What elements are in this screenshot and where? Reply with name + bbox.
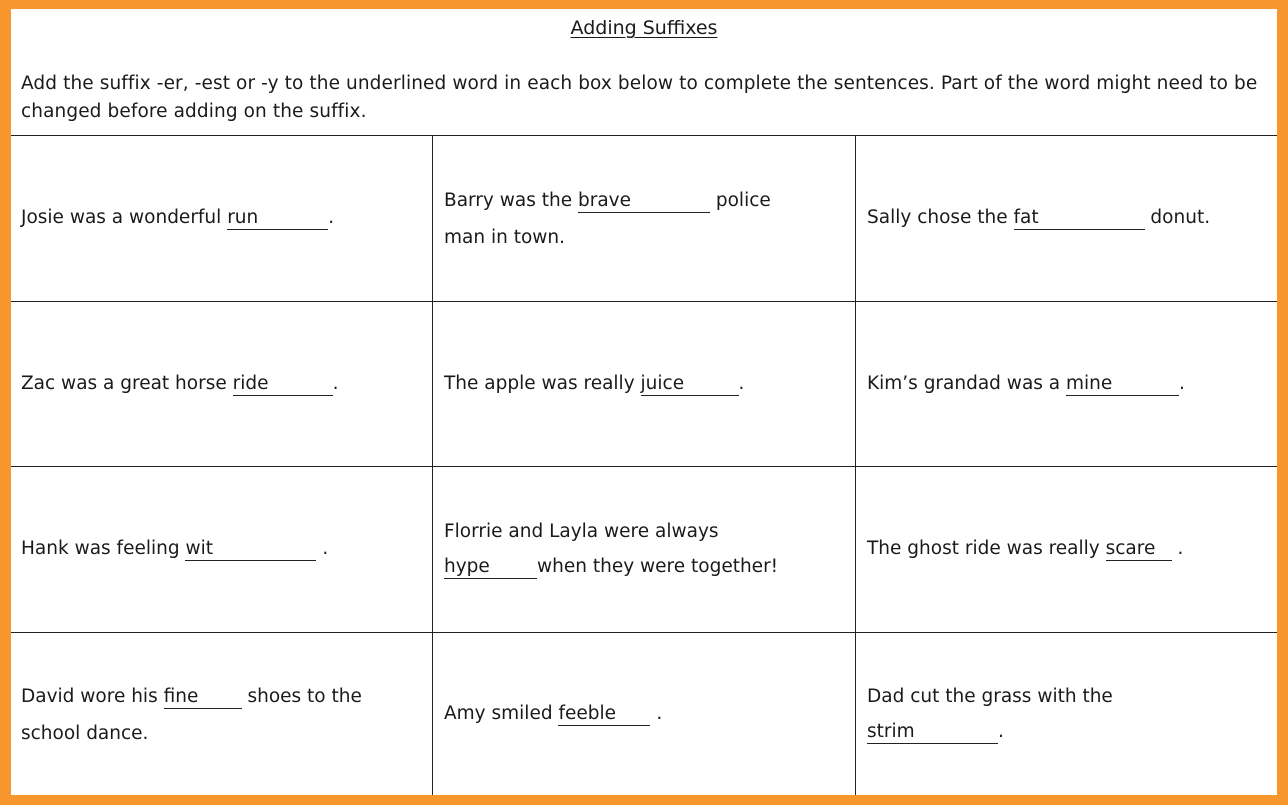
- exercise-cell: [11, 302, 432, 466]
- root-word: fine: [163, 685, 199, 707]
- exercise-cell: [857, 633, 1277, 796]
- answer-blank[interactable]: [641, 374, 739, 396]
- sentence-start: Kim’s grandad was a: [867, 372, 1067, 394]
- sentence-continuation: man in town.: [444, 226, 566, 248]
- sentence-start: Zac was a great horse: [21, 372, 233, 394]
- sentence: [21, 538, 432, 561]
- answer-blank[interactable]: [1106, 539, 1172, 561]
- sentence-end: when they were together!: [537, 555, 779, 577]
- answer-blank[interactable]: [578, 191, 710, 213]
- answer-blank[interactable]: [444, 557, 537, 579]
- answer-blank[interactable]: [558, 704, 650, 726]
- sentence: [867, 538, 1277, 561]
- sentence: [867, 207, 1277, 230]
- sentence: [444, 556, 855, 579]
- root-word: ride: [232, 372, 269, 394]
- exercise-grid: [11, 135, 1277, 795]
- exercise-cell: [434, 302, 855, 466]
- sentence-continuation: school dance.: [21, 722, 149, 744]
- sentence-end: donut.: [1144, 207, 1211, 228]
- sentence-end: .: [738, 372, 745, 394]
- root-word: brave: [577, 189, 632, 211]
- instructions-text: Add the suffix -er, -est or -y to the underlined word in each box below to complete the sentences. Part of the word might need to be changed before adding on the suffix.: [21, 73, 1258, 122]
- answer-blank[interactable]: [1066, 374, 1179, 396]
- sentence-start: Florrie and Layla were always: [444, 520, 719, 542]
- sentence: [867, 373, 1277, 396]
- sentence: [444, 373, 855, 396]
- exercise-cell: [434, 633, 855, 796]
- sentence: [21, 686, 432, 709]
- answer-blank[interactable]: [185, 539, 316, 561]
- root-word: fat: [1013, 207, 1039, 228]
- sentence: [867, 721, 1277, 744]
- root-word: strim: [867, 720, 915, 742]
- sentence-start: David wore his: [21, 685, 164, 707]
- sentence-end: .: [1171, 538, 1184, 559]
- root-word: run: [227, 207, 259, 228]
- exercise-cell: [11, 633, 432, 796]
- answer-blank[interactable]: [233, 374, 333, 396]
- sentence-start: Josie was a wonderful: [21, 207, 228, 228]
- sentence-end: .: [650, 703, 663, 724]
- sentence-end: .: [316, 538, 329, 559]
- exercise-cell: [434, 136, 855, 301]
- exercise-cell: [11, 467, 432, 632]
- sentence-start: The apple was really: [444, 372, 641, 394]
- sentence: [444, 703, 855, 726]
- answer-blank[interactable]: [867, 722, 998, 744]
- worksheet-title: Adding Suffixes: [570, 17, 718, 39]
- root-word: hype: [444, 555, 490, 577]
- sentence-end: .: [328, 207, 335, 228]
- exercise-cell: [11, 136, 432, 301]
- exercise-cell: [434, 467, 855, 632]
- sentence-start: Barry was the: [444, 189, 578, 211]
- sentence: [444, 190, 855, 213]
- sentence-end: police: [709, 189, 771, 211]
- root-word: mine: [1066, 372, 1113, 394]
- worksheet: [11, 9, 1277, 795]
- sentence-end: .: [332, 372, 339, 394]
- exercise-cell: [857, 467, 1277, 632]
- answer-blank[interactable]: [164, 687, 242, 709]
- sentence-start: The ghost ride was really: [867, 538, 1106, 559]
- root-word: juice: [640, 372, 685, 394]
- sentence-end: .: [998, 720, 1004, 742]
- root-word: wit: [185, 538, 213, 559]
- sentence-start: Hank was feeling: [21, 538, 186, 559]
- answer-blank[interactable]: [227, 208, 328, 230]
- root-word: scare: [1105, 538, 1156, 559]
- sentence: [21, 207, 432, 230]
- sentence-start: Amy smiled: [444, 703, 559, 724]
- sentence-end: shoes to the: [241, 685, 362, 707]
- sentence-end: .: [1179, 372, 1185, 394]
- sentence-start: Dad cut the grass with the: [867, 685, 1113, 707]
- sentence: [21, 373, 432, 396]
- sentence-start: Sally chose the: [867, 207, 1014, 228]
- answer-blank[interactable]: [1014, 208, 1145, 230]
- root-word: feeble: [558, 703, 616, 724]
- exercise-cell: [857, 136, 1277, 301]
- exercise-cell: [857, 302, 1277, 466]
